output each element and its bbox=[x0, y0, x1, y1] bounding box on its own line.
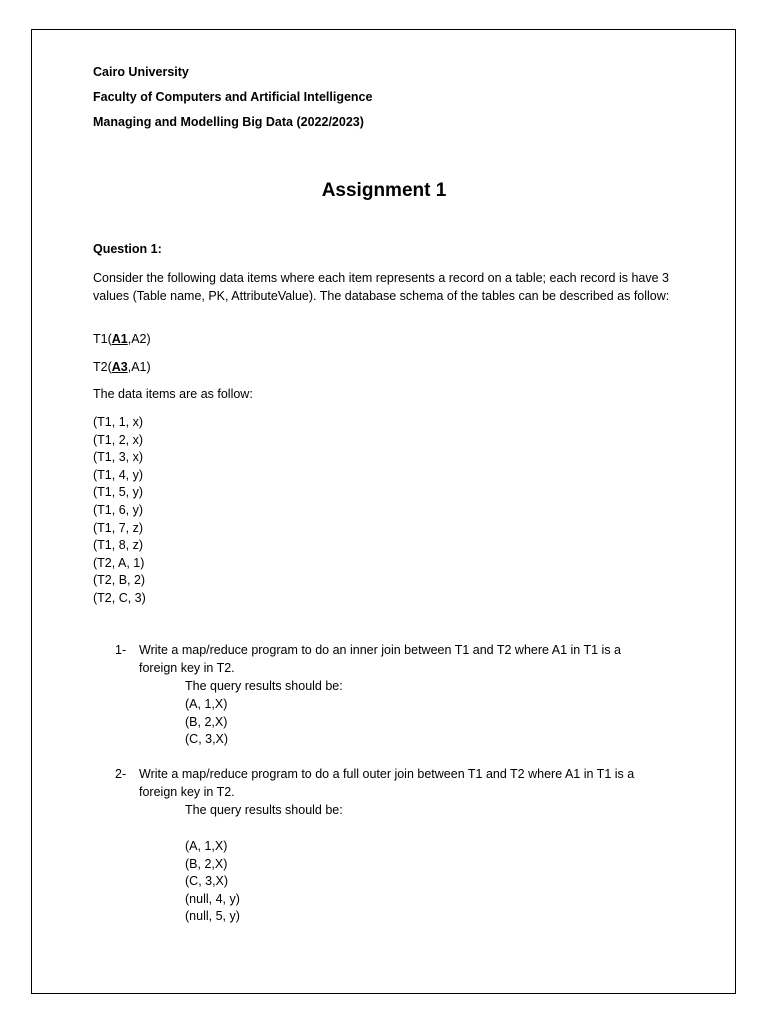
task-2-line2: foreign key in T2. bbox=[139, 785, 235, 799]
task-1-line1: Write a map/reduce program to do an inner join between T1 and T2 where A1 in T1 is a bbox=[139, 643, 621, 657]
list-item: (T1, 1, x) bbox=[93, 415, 144, 429]
schema-t1 bbox=[93, 332, 151, 346]
list-item: (null, 4, y) bbox=[185, 891, 240, 906]
list-item: (T1, 4, y) bbox=[93, 467, 144, 482]
question-intro: Consider the following data items where each item represents a record on a table; each record is have 3 values (Table name, PK, AttributeValue). The database schema of the tables can be described as follow: bbox=[93, 271, 670, 303]
data-items-list bbox=[93, 414, 146, 608]
list-item: (T2, C, 3) bbox=[93, 590, 146, 605]
page-title: Assignment 1 bbox=[321, 180, 447, 201]
task-1-line2: foreign key in T2. bbox=[139, 661, 235, 675]
list-item: (A, 1,X) bbox=[185, 839, 228, 853]
list-item: (T1, 5, y) bbox=[93, 485, 144, 500]
list-item: (T1, 2, x) bbox=[93, 432, 144, 447]
list-item: (T2, A, 1) bbox=[93, 555, 145, 570]
schema-t1-prefix: T1( bbox=[93, 332, 112, 346]
course-name: Managing and Modelling Big Data (2022/2023) bbox=[93, 115, 364, 129]
task-1-number: 1- bbox=[115, 643, 127, 657]
list-item: (T1, 3, x) bbox=[93, 450, 144, 465]
task-2-line1: Write a map/reduce program to do a full outer join between T1 and T2 where A1 in T1 is a bbox=[139, 767, 635, 781]
list-item: (B, 2,X) bbox=[185, 714, 228, 729]
list-item: (null, 5, y) bbox=[185, 909, 240, 924]
list-item: (A, 1,X) bbox=[185, 697, 228, 711]
university-name: Cairo University bbox=[93, 65, 189, 79]
list-item: (B, 2,X) bbox=[185, 856, 228, 871]
task-2-results-label: The query results should be: bbox=[185, 803, 343, 817]
schema-t2-prefix: T2( bbox=[93, 360, 112, 374]
list-item: (T1, 7, z) bbox=[93, 520, 144, 535]
task-1-results-label: The query results should be: bbox=[185, 679, 343, 693]
faculty-name: Faculty of Computers and Artificial Intelligence bbox=[93, 90, 373, 104]
schema-t2 bbox=[93, 360, 151, 374]
task-2-number: 2- bbox=[115, 767, 127, 781]
list-item: (T2, B, 2) bbox=[93, 573, 146, 588]
schema-t2-key: A3 bbox=[111, 360, 128, 374]
items-intro: The data items are as follow: bbox=[93, 387, 253, 401]
list-item: (C, 3,X) bbox=[185, 874, 229, 889]
schema-t1-key: A1 bbox=[111, 332, 128, 346]
schema-t1-suffix: ,A2) bbox=[127, 332, 151, 346]
question-label: Question 1: bbox=[93, 242, 162, 256]
list-item: (C, 3,X) bbox=[185, 732, 229, 747]
task-1-results bbox=[185, 696, 228, 749]
schema-t2-suffix: ,A1) bbox=[127, 360, 151, 374]
list-item: (T1, 8, z) bbox=[93, 538, 144, 553]
list-item: (T1, 6, y) bbox=[93, 502, 144, 517]
task-2-results bbox=[185, 838, 240, 926]
